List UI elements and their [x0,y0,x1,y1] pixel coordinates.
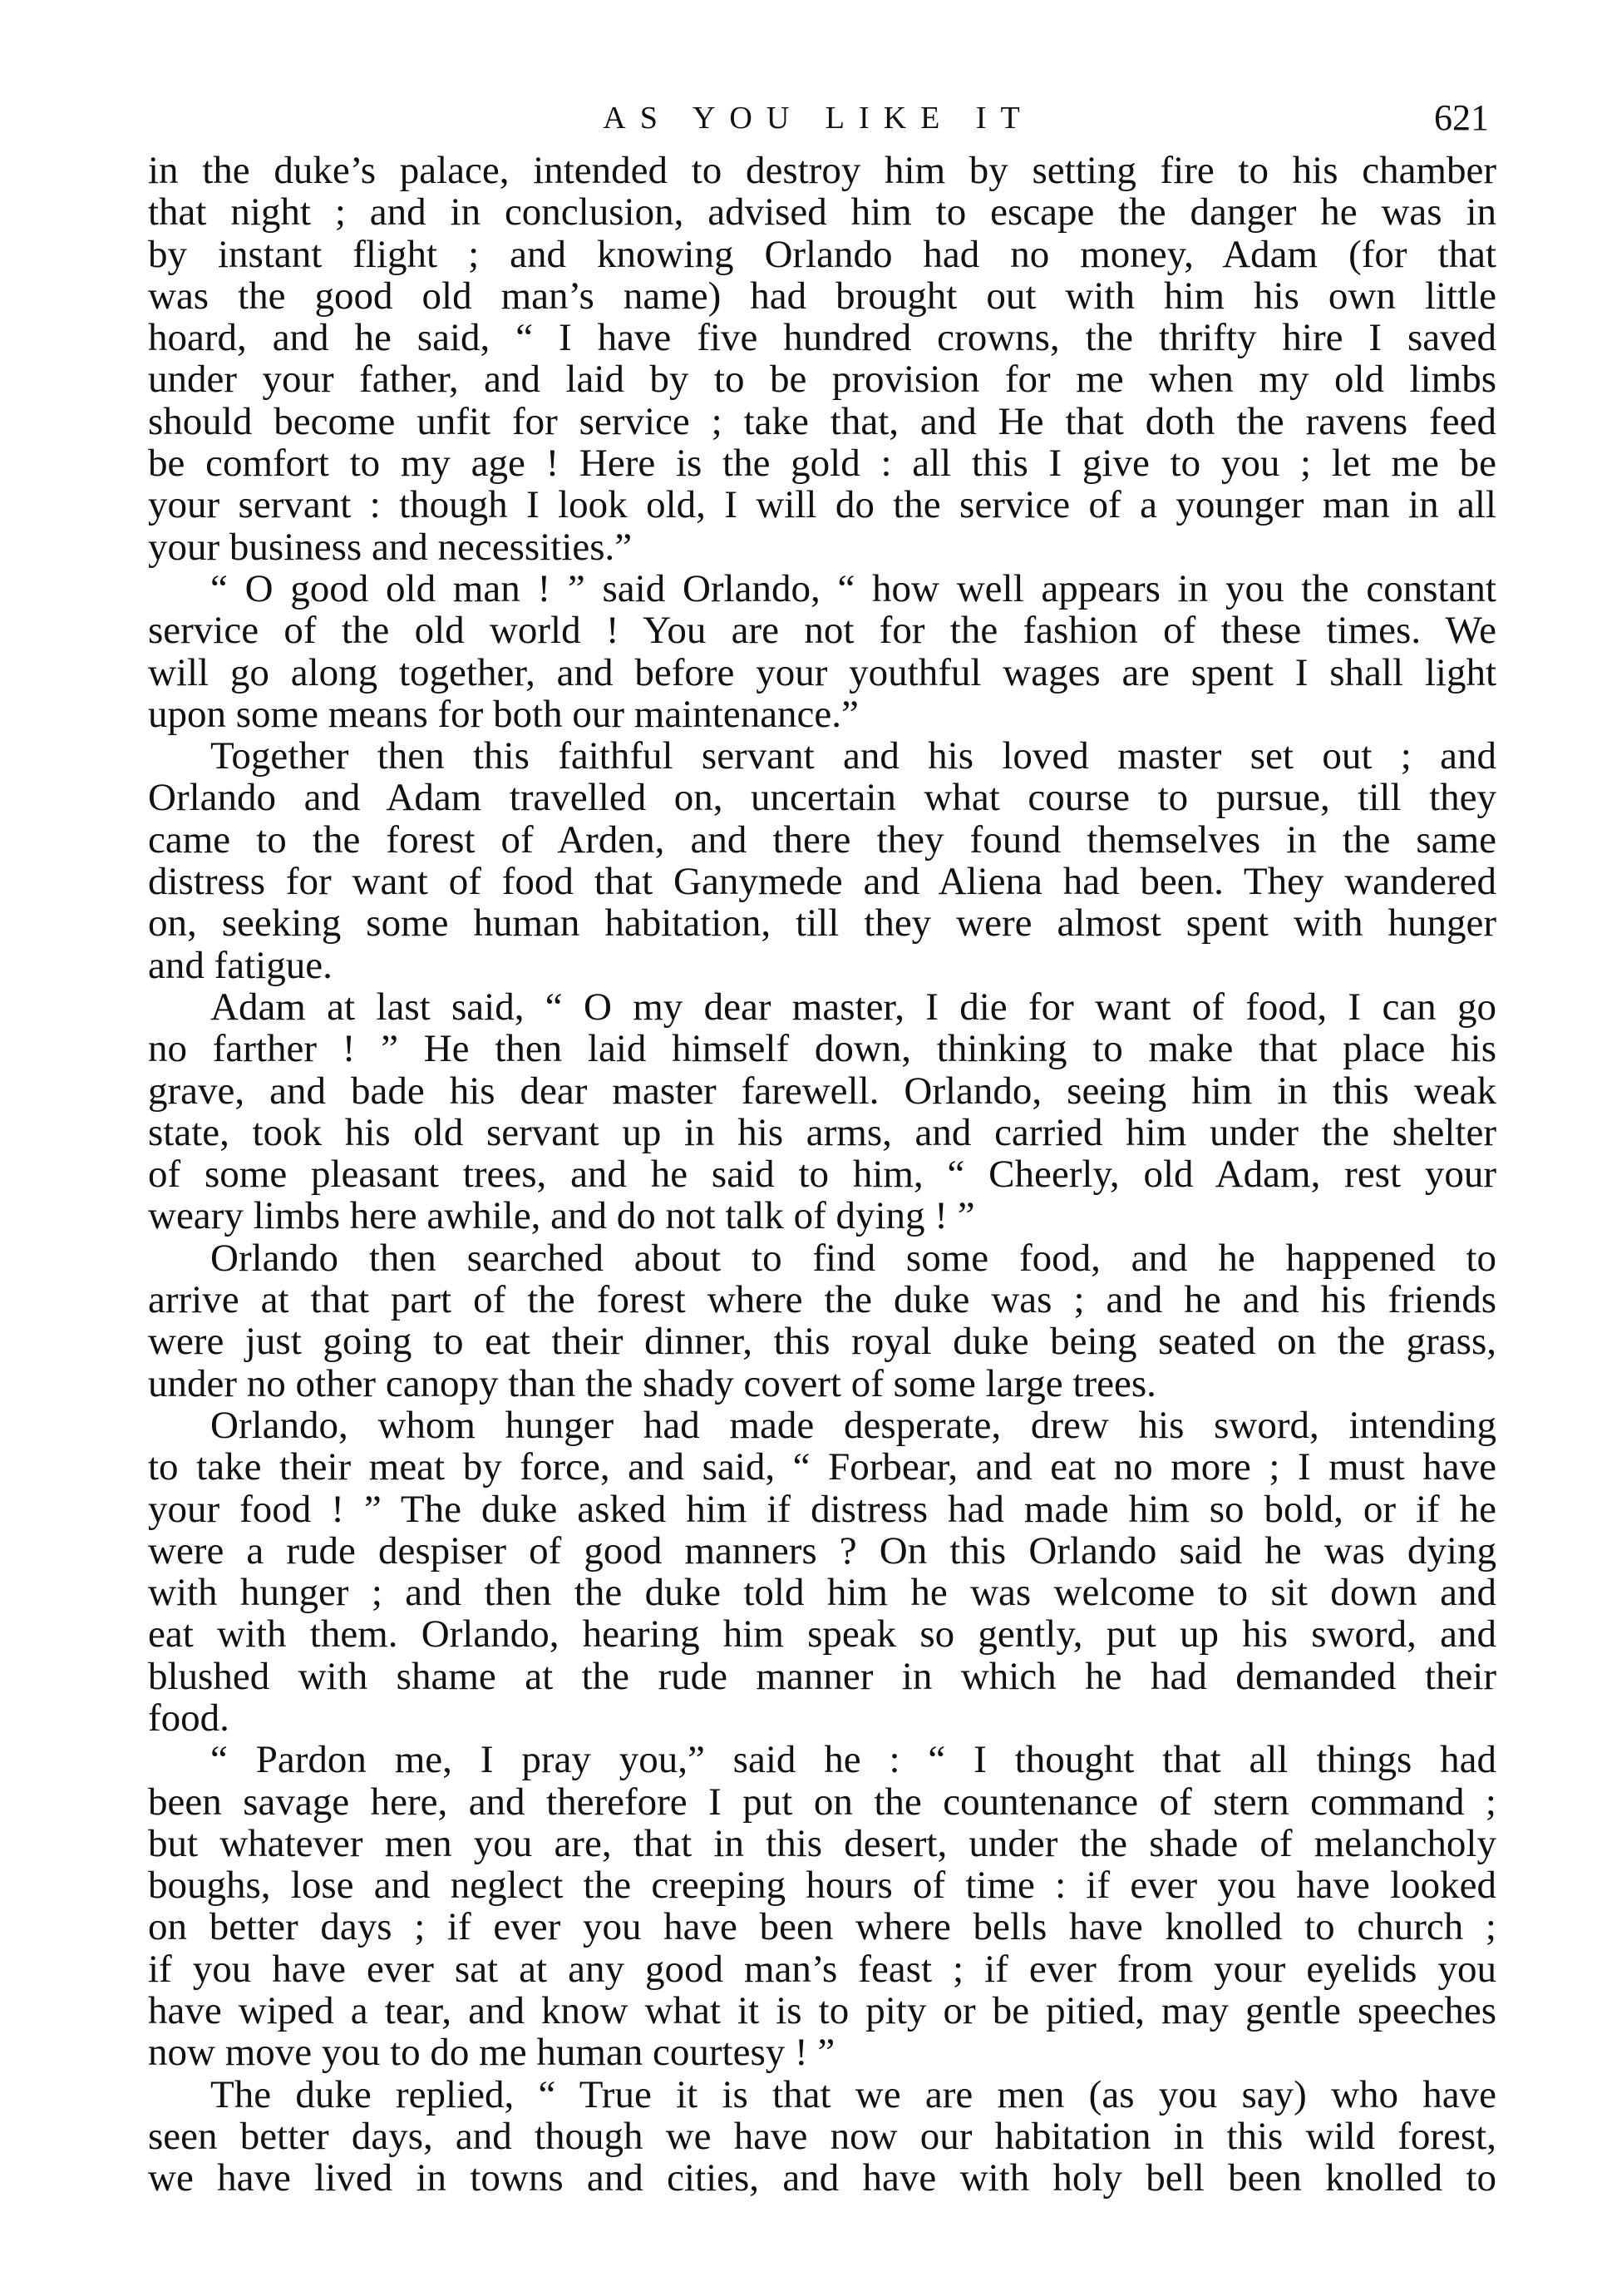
text-line: to take their meat by force, and said, “ Forbear, and eat no more ; I must have [148,1446,1496,1489]
text-line: we have lived in towns and cities, and have with holy bell been knolled to [148,2157,1496,2200]
text-line: food. [148,1696,229,1740]
text-line: was the good old man’s name) had brought out with him his own little [148,274,1496,318]
body-text [148,150,1496,2279]
text-line: now move you to do me human courtesy ! ” [148,2032,835,2074]
text-line: hoard, and he said, “ I have five hundred crowns, the thrifty hire I saved [148,317,1496,359]
text-line: should become unfit for service ; take that, and He that doth the ravens feed [148,400,1496,443]
running-title: AS YOU LIKE IT [603,101,1034,136]
text-line: on, seeking some human habitation, till they were almost spent with hunger [148,902,1496,945]
text-line: Orlando and Adam travelled on, uncertain what course to pursue, till they [148,777,1496,819]
running-head [148,93,1489,143]
text-line: weary limbs here awhile, and do not talk of dying ! ” [148,1195,975,1237]
page-number: 621 [1434,97,1489,138]
text-line: “ Pardon me, I pray you,” said he : “ I thought that all things had [210,1739,1496,1781]
text-line: under your father, and laid by to be provision for me when my old limbs [148,358,1496,401]
text-line: distress for want of food that Ganymede and Aliena had been. They wandered [148,861,1496,903]
text-line: your servant : though I look old, I will do the service of a younger man in all [148,484,1496,526]
text-line: under no other canopy than the shady covert of some large trees. [148,1362,1156,1405]
text-line: grave, and bade his dear master farewell. Orlando, seeing him in this weak [148,1069,1496,1112]
text-line: be comfort to my age ! Here is the gold : all this I give to you ; let me be [148,442,1496,485]
text-line: of some pleasant trees, and he said to him, “ Cheerly, old Adam, rest your [148,1153,1496,1196]
text-line: that night ; and in conclusion, advised him to escape the danger he was in [148,191,1496,234]
text-line: with hunger ; and then the duke told him he was welcome to sit down and [148,1572,1496,1614]
text-line: but whatever men you are, that in this desert, under the shade of melancholy [148,1822,1496,1865]
text-line: were just going to eat their dinner, this royal duke being seated on the grass, [148,1321,1496,1363]
text-line: seen better days, and though we have now our habitation in this wild forest, [148,2115,1496,2158]
text-line: Adam at last said, “ O my dear master, I die for want of food, I can go [210,985,1496,1029]
text-line: Orlando then searched about to find some food, and he happened to [210,1237,1496,1280]
text-line: The duke replied, “ True it is that we are men (as you say) who have [210,2073,1496,2116]
text-line: upon some means for both our maintenance.” [148,693,859,736]
text-line: Together then this faithful servant and his loved master set out ; and [210,735,1496,778]
text-line: in the duke’s palace, intended to destroy him by setting fire to his chamber [148,150,1496,192]
text-line: have wiped a tear, and know what it is to pity or be pitied, may gentle speeches [148,1990,1496,2032]
text-line: been savage here, and therefore I put on the countenance of stern command ; [148,1780,1496,1823]
text-line: by instant flight ; and knowing Orlando had no money, Adam (for that [148,233,1496,275]
text-line: will go along together, and before your youthful wages are spent I shall light [148,651,1496,694]
text-line: service of the old world ! You are not for the fashion of these times. We [148,610,1496,652]
text-line: on better days ; if ever you have been where bells have knolled to church ; [148,1906,1496,1948]
text-line: boughs, lose and neglect the creeping hours of time : if ever you have looked [148,1864,1496,1907]
text-line: no farther ! ” He then laid himself down, thinking to make that place his [148,1028,1496,1070]
text-line: Orlando, whom hunger had made desperate, drew his sword, intending [210,1404,1496,1447]
text-line: if you have ever sat at any good man’s feast ; if ever from your eyelids you [148,1948,1496,1991]
text-line: “ O good old man ! ” said Orlando, “ how well appears in you the constant [210,567,1496,610]
text-line: and fatigue. [148,944,333,986]
text-line: your food ! ” The duke asked him if distress had made him so bold, or if he [148,1488,1496,1530]
text-line: were a rude despiser of good manners ? On this Orlando said he was dying [148,1529,1496,1573]
text-line: your business and necessities.” [148,526,633,568]
text-line: state, took his old servant up in his arms, and carried him under the shelter [148,1111,1496,1154]
text-line: eat with them. Orlando, hearing him speak so gently, put up his sword, and [148,1613,1496,1656]
text-line: arrive at that part of the forest where the duke was ; and he and his friends [148,1279,1496,1321]
text-line: came to the forest of Arden, and there they found themselves in the same [148,818,1496,862]
text-line: blushed with shame at the rude manner in which he had demanded their [148,1655,1496,1697]
